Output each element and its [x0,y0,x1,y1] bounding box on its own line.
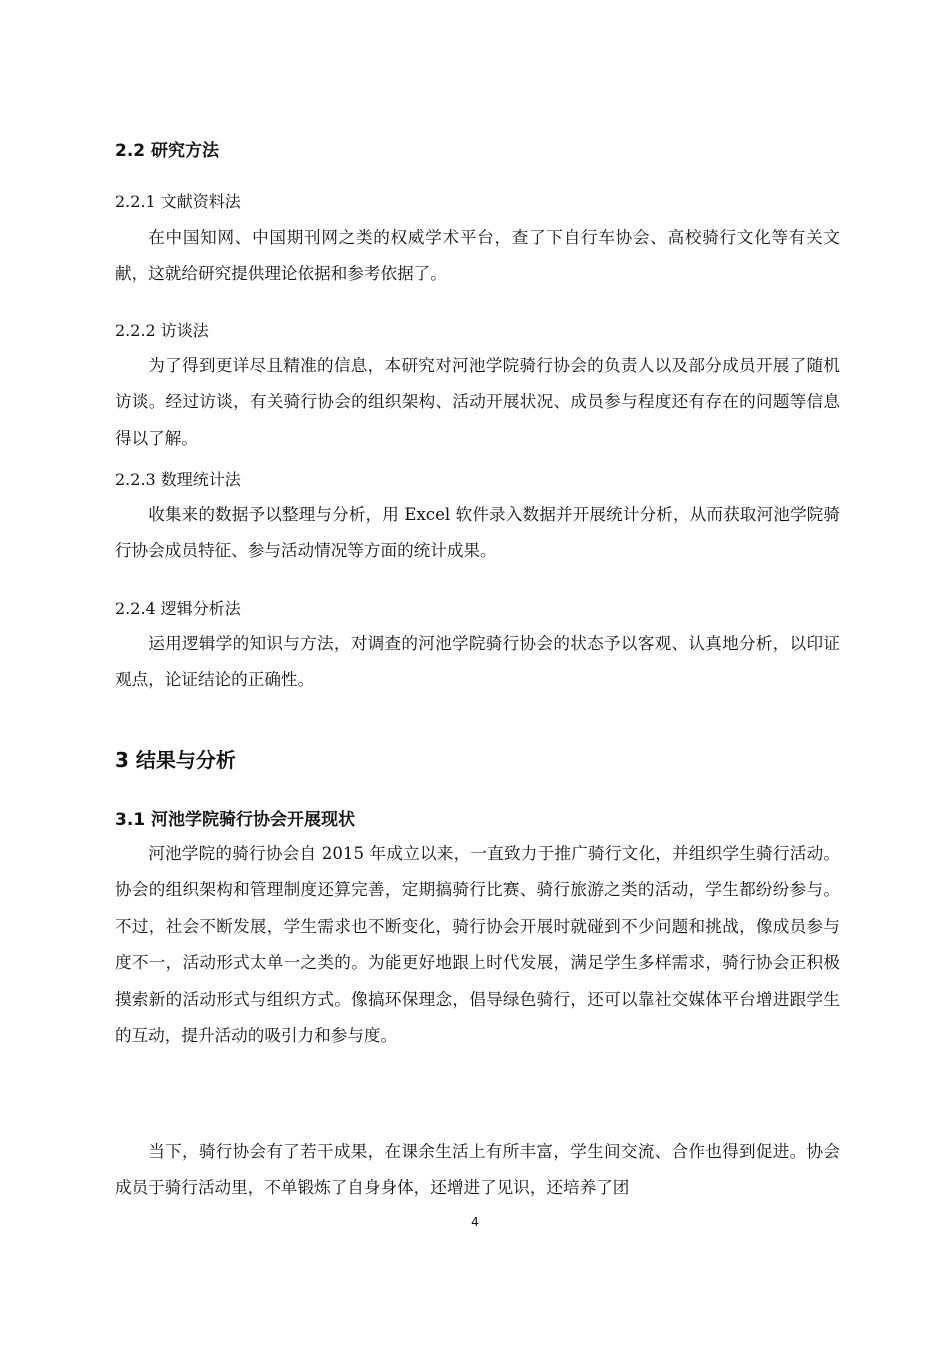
subsection-heading-2-2-1: 2.2.1 文献资料法 [115,192,241,211]
paragraph-2-2-2: 为了得到更详尽且精准的信息，本研究对河池学院骑行协会的负责人以及部分成员开展了随机访谈。经过访谈，有关骑行协会的组织架构、活动开展状况、成员参与程度还有存在的问题等信息得以了解。 [115,356,840,448]
chapter-heading-3: 3 结果与分析 [115,748,236,772]
section-heading-2-2: 2.2 研究方法 [115,141,220,161]
paragraph-2-2-4: 运用逻辑学的知识与方法，对调查的河池学院骑行协会的状态予以客观、认真地分析，以印证观点，论证结论的正确性。 [115,634,840,690]
paragraph-2-2-3: 收集来的数据予以整理与分析，用 Excel 软件录入数据并开展统计分析，从而获取河池学院骑行协会成员特征、参与活动情况等方面的统计成果。 [115,505,840,561]
page-number: 4 [471,1215,479,1229]
section-heading-3-1: 3.1 河池学院骑行协会开展现状 [115,810,356,830]
paragraph-3-1-b: 当下，骑行协会有了若干成果，在课余生活上有所丰富，学生间交流、合作也得到促进。协会成员于骑行活动里，不单锻炼了自身身体，还增进了见识，还培养了团 [115,1142,840,1198]
paragraph-2-2-1: 在中国知网、中国期刊网之类的权威学术平台，查了下自行车协会、高校骑行文化等有关文献，这就给研究提供理论依据和参考依据了。 [115,228,840,284]
subsection-heading-2-2-2: 2.2.2 访谈法 [115,321,209,340]
paragraph-3-1-a: 河池学院的骑行协会自 2015 年成立以来，一直致力于推广骑行文化，并组织学生骑行活动。协会的组织架构和管理制度还算完善，定期搞骑行比赛、骑行旅游之类的活动，学生都纷纷参与。不过，社会不断发展，学生需求也不断变化，骑行协会开展时就碰到不少问题和挑战，像成员参与度不一，活动形式太单一之类的。为能更好地跟上时代发展，满足学生多样需求，骑行协会正积极摸索新的活动形式与组织方式。像搞环保理念，倡导绿色骑行，还可以靠社交媒体平台增进跟学生的互动，提升活动的吸引力和参与度。 [115,844,840,1046]
subsection-heading-2-2-4: 2.2.4 逻辑分析法 [115,599,241,618]
subsection-heading-2-2-3: 2.2.3 数理统计法 [115,470,241,489]
